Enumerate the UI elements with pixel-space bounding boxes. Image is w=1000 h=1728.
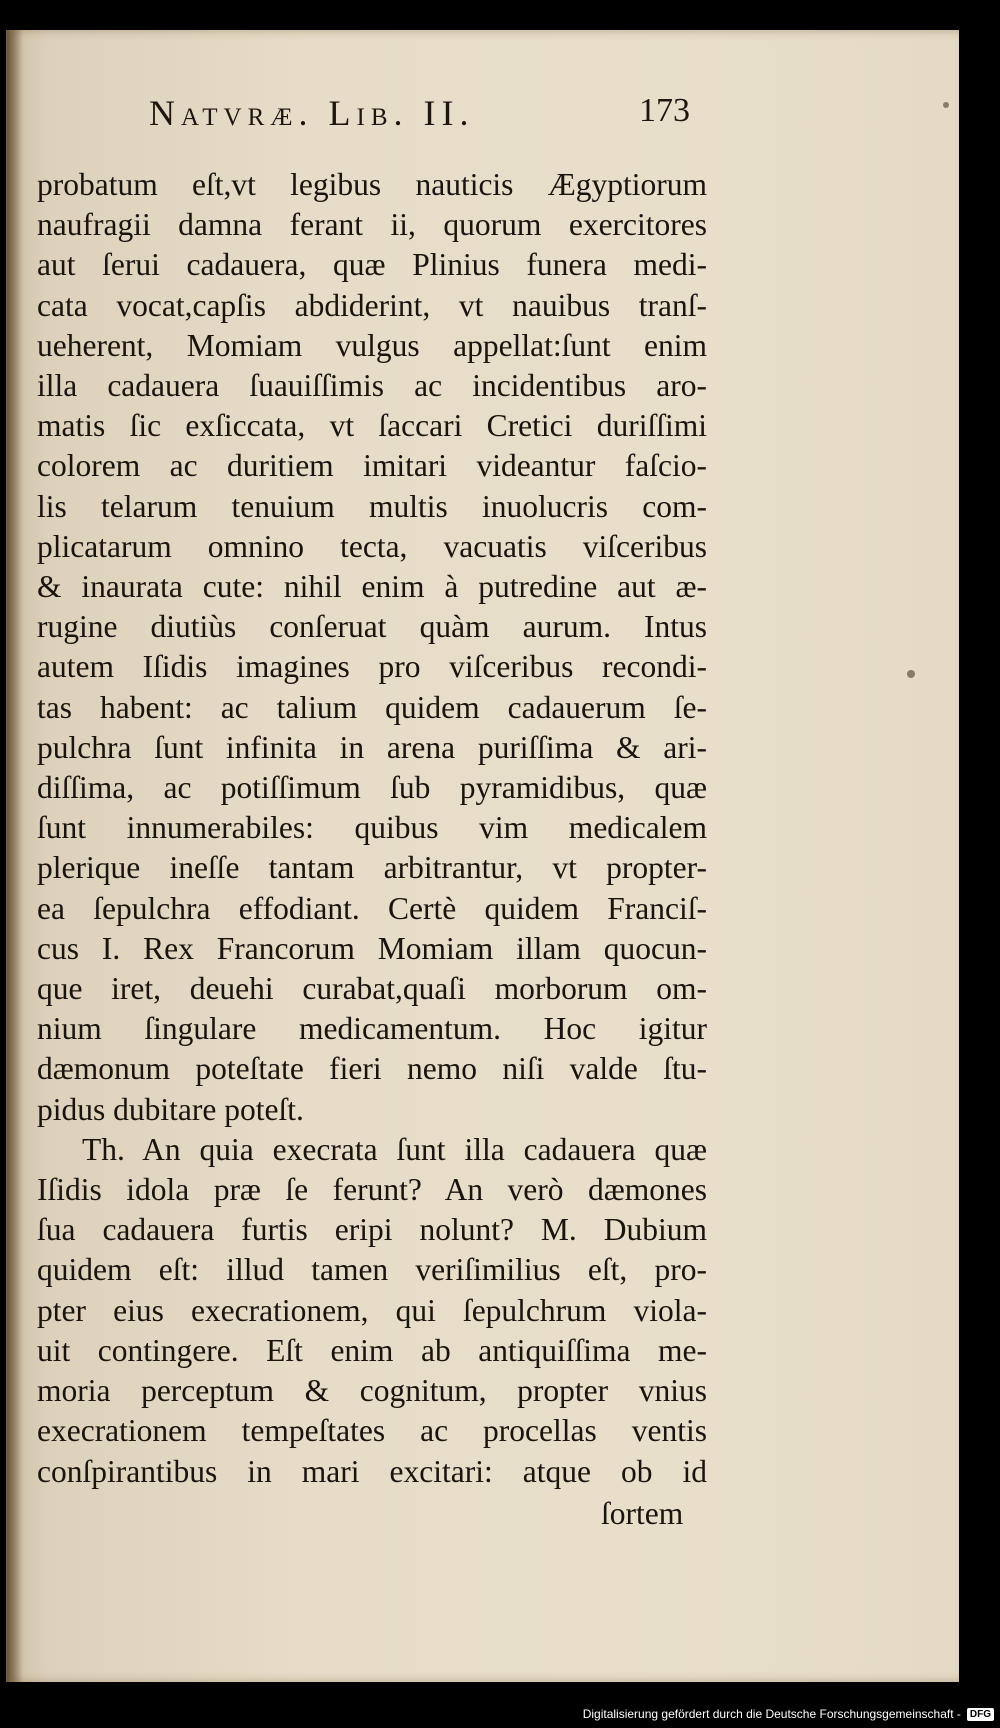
- text-line: quidem eſt: illud tamen veriſimilius eſt, pro-: [37, 1252, 707, 1288]
- text-line: diſſima, ac potiſſimum ſub pyramidibus, quæ: [37, 770, 707, 806]
- text-line: pter eius execrationem, qui ſepulchrum viola-: [37, 1292, 707, 1328]
- digitization-footer: [583, 1704, 994, 1724]
- text-line: moria perceptum & cognitum, propter vnius: [37, 1373, 707, 1409]
- text-line: que iret, deuehi curabat,quaſi morborum om-: [37, 971, 707, 1007]
- text-line: pidus dubitare poteſt.: [37, 1091, 304, 1127]
- page-number: 173: [639, 92, 690, 129]
- text-line: uit contingere. Eſt enim ab antiquiſſima me-: [37, 1332, 707, 1368]
- text-line: naufragii damna ferant ii, quorum exercitores: [37, 207, 707, 243]
- text-line: Th. An quia execrata ſunt illa cadauera quæ: [82, 1131, 707, 1167]
- spine-shadow: [9, 30, 23, 1682]
- paper-spot: [907, 670, 915, 678]
- text-line: ſunt innumerabiles: quibus vim medicalem: [37, 810, 707, 846]
- text-line: plicatarum omnino tecta, vacuatis viſceribus: [37, 528, 707, 564]
- text-line: conſpirantibus in mari excitari: atque ob id: [37, 1453, 707, 1489]
- text-line: Iſidis idola præ ſe ferunt? An verò dæmones: [37, 1172, 707, 1208]
- text-line: ueherent, Momiam vulgus appellat:ſunt enim: [37, 327, 707, 363]
- text-line: ea ſepulchra effodiant. Certè quidem Franciſ-: [37, 890, 707, 926]
- body-text: [37, 165, 707, 1492]
- text-line: cus I. Rex Francorum Momiam illam quocun-: [37, 930, 707, 966]
- text-line: cata vocat,capſis abdiderint, vt nauibus tranſ-: [37, 287, 707, 323]
- dfg-logo-icon: DFG: [967, 1708, 994, 1721]
- text-line: illa cadauera ſuauiſſimis ac incidentibus aro-: [37, 368, 707, 404]
- text-line: plerique ineſſe tantam arbitrantur, vt propter-: [37, 850, 707, 886]
- text-line: aut ſerui cadauera, quæ Plinius funera medi-: [37, 247, 707, 283]
- text-line: matis ſic exſiccata, vt ſaccari Cretici duriſſimi: [37, 408, 707, 444]
- text-line: dæmonum poteſtate fieri nemo niſi valde ſtu-: [37, 1051, 707, 1087]
- running-title: Natvræ. Lib. II.: [149, 93, 475, 133]
- text-line: lis telarum tenuium multis inuolucris com-: [37, 488, 707, 524]
- text-line: rugine diutiùs conſeruat quàm aurum. Intus: [37, 609, 707, 645]
- text-line: colorem ac duritiem imitari videantur faſcio-: [37, 448, 707, 484]
- text-line: nium ſingulare medicamentum. Hoc igitur: [37, 1011, 707, 1047]
- paper-spot: [943, 102, 949, 108]
- page-header: [149, 88, 709, 148]
- text-line: execrationem tempeſtates ac procellas ventis: [37, 1413, 707, 1449]
- text-line: & inaurata cute: nihil enim à putredine aut æ-: [37, 569, 707, 605]
- footer-credit: Digitalisierung gefördert durch die Deutsche Forschungsgemeinschaft -: [582, 1707, 961, 1721]
- text-line: pulchra ſunt infinita in arena puriſſima & ari-: [37, 729, 707, 765]
- text-line: tas habent: ac talium quidem cadauerum ſe-: [37, 689, 707, 725]
- text-line: probatum eſt,vt legibus nauticis Ægyptiorum: [37, 167, 707, 202]
- text-line: autem Iſidis imagines pro viſceribus recondi-: [37, 649, 707, 685]
- book-page: [6, 30, 959, 1682]
- text-line: ſua cadauera furtis eripi nolunt? M. Dubium: [37, 1212, 707, 1248]
- catchword: ſortem: [601, 1496, 684, 1531]
